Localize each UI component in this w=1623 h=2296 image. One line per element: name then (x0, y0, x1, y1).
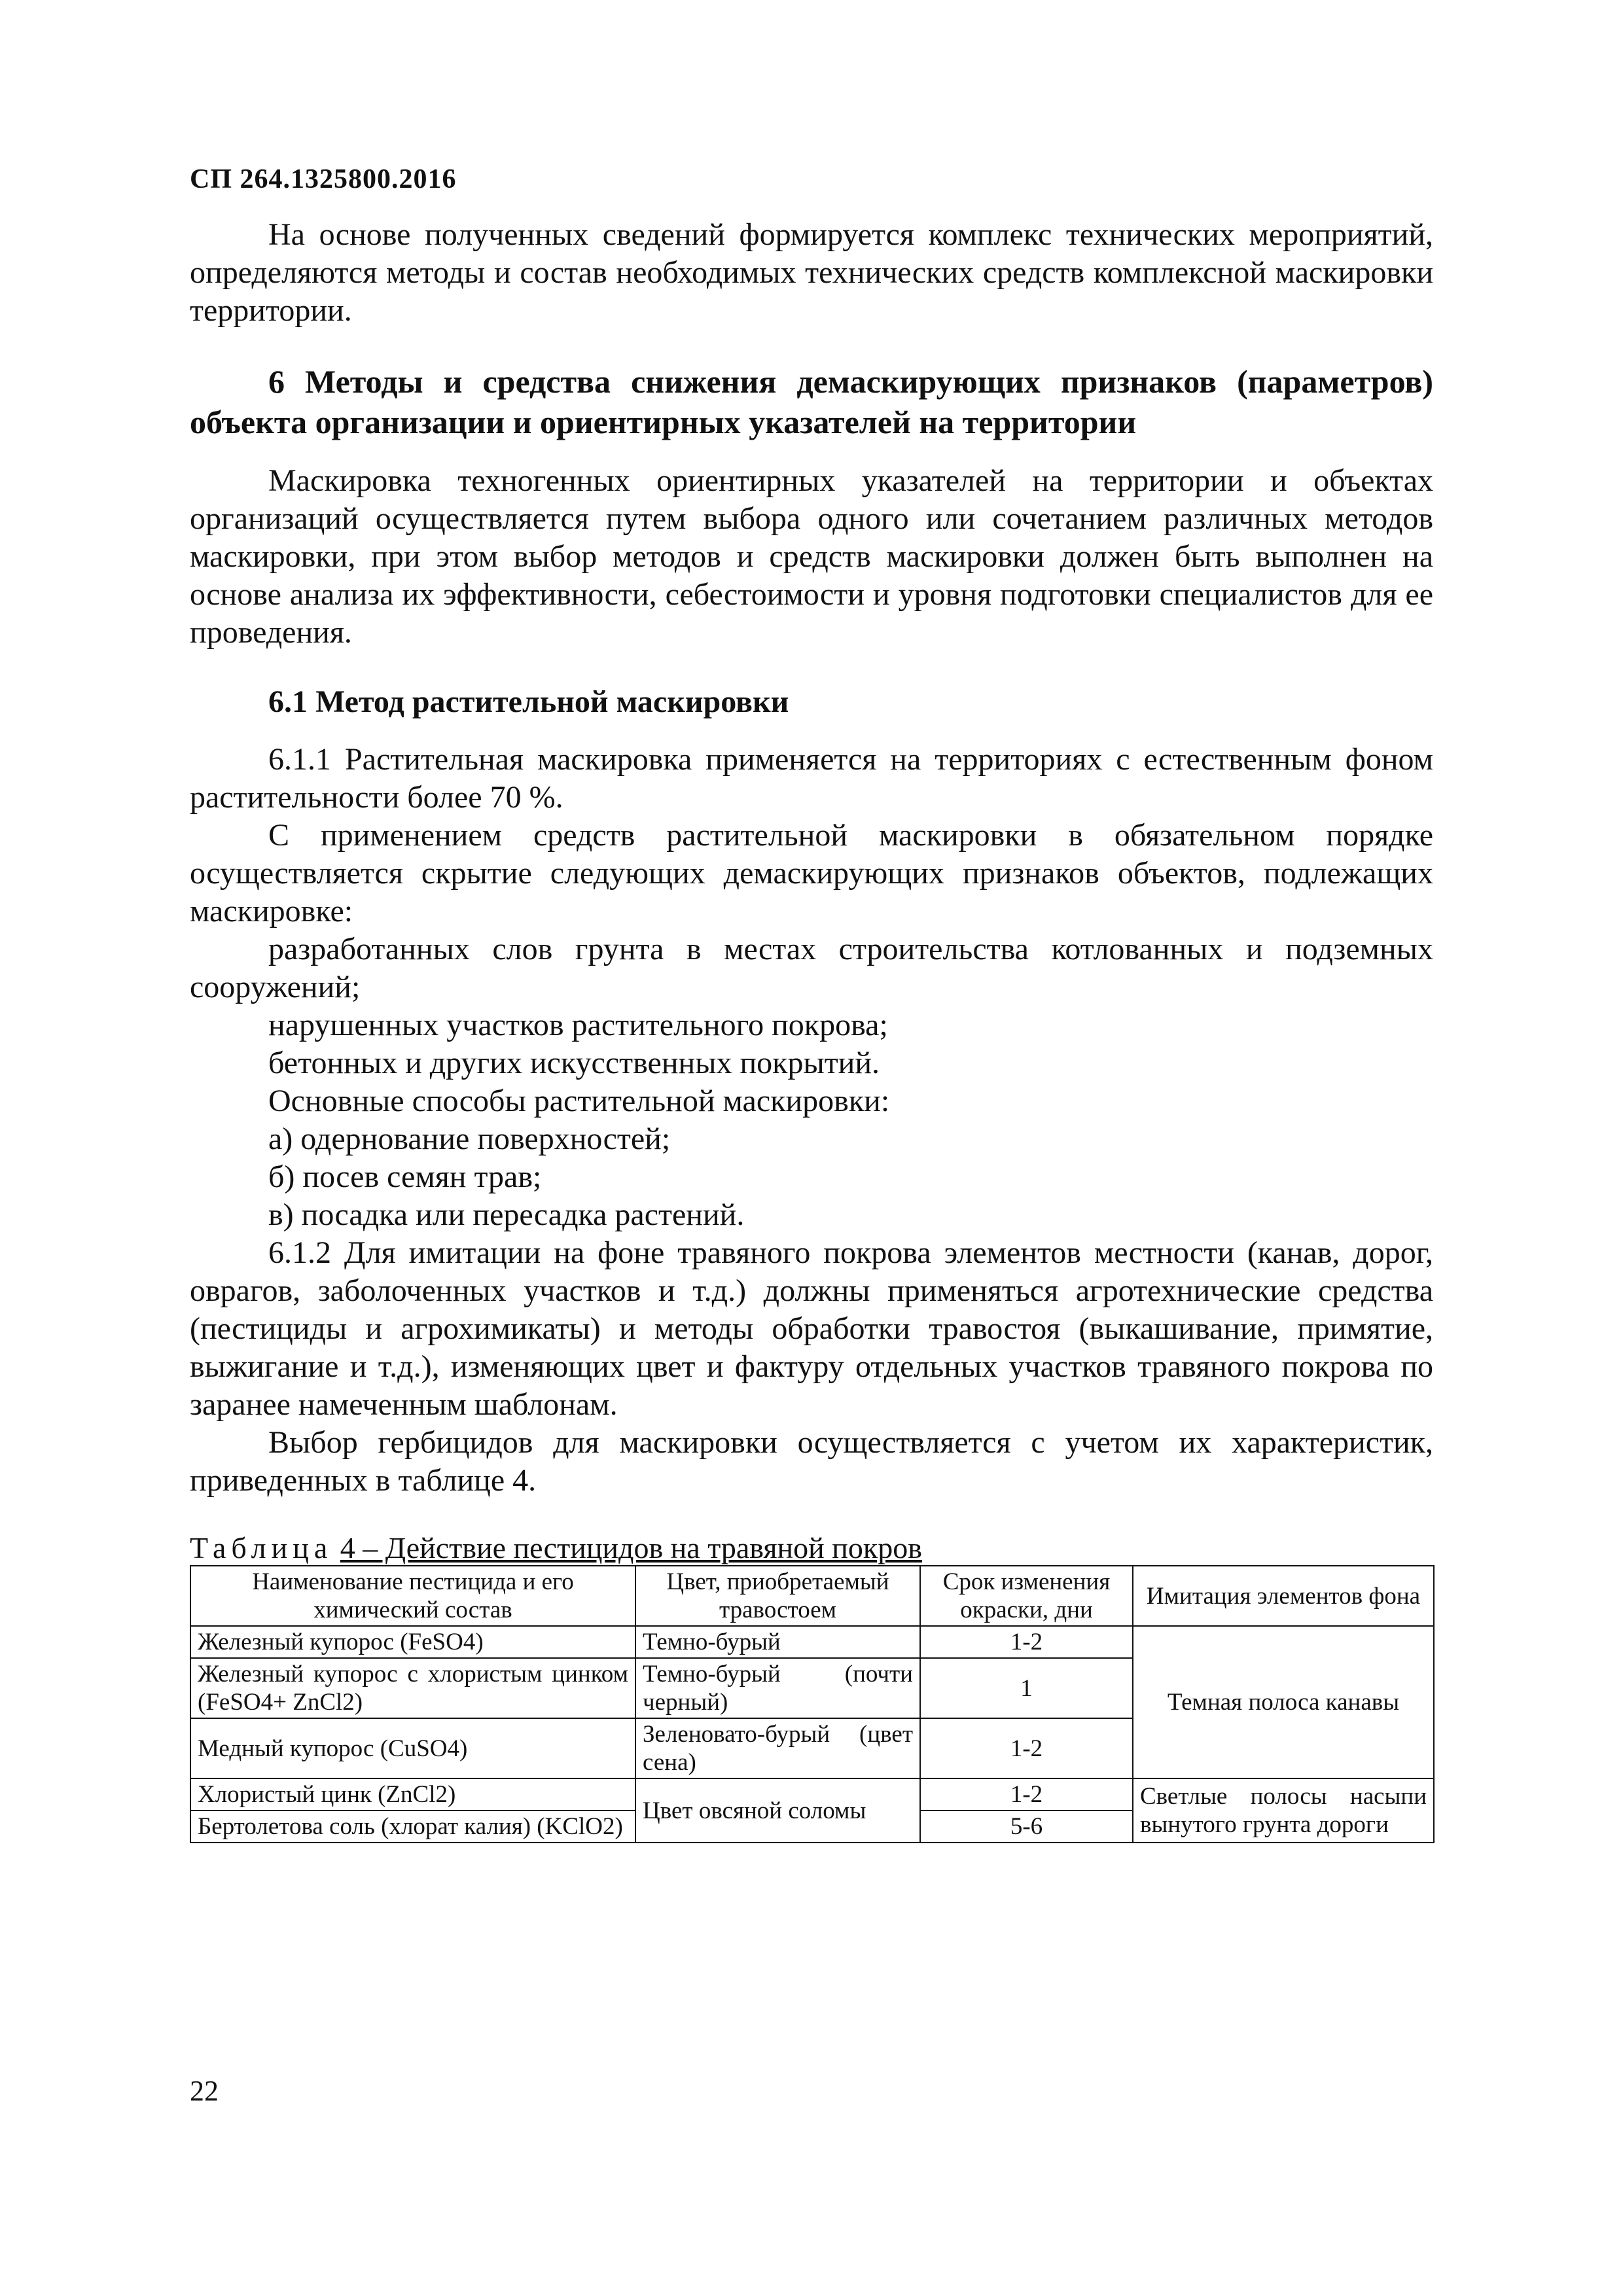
clause-6-1-1-continuation: С применением средств растительной маскировки в обязательном порядке осуществляется скрытие следующих демаскирующих признаков объектов, подлежащих маскировке: (190, 818, 1433, 928)
cell-imitation: Темная полоса канавы (1133, 1626, 1434, 1778)
document-code: СП 264.1325800.2016 (190, 164, 457, 194)
cell-color: Темно-бурый (почти черный) (635, 1658, 920, 1718)
table-header-row (190, 1566, 1434, 1626)
header-imitation: Имитация элементов фона (1133, 1566, 1434, 1626)
clause-6-1-2: 6.1.2 Для имитации на фоне травяного покрова элементов местности (канав, дорог, оврагов, заболоченных участков и т.д.) должны применяться агротехнические средства (пестициды и агрохимикаты) и методы обработки травостоя (выкашивание, примятие, выжигание и т.д.), изменяющих цвет и фактуру отдельных участков травяного покрова по заранее намеченным шаблонам. (190, 1235, 1433, 1422)
list-item: разработанных слов грунта в местах строительства котлованных и подземных сооружений; (190, 932, 1433, 1004)
cell-name: Хлористый цинк (ZnCl2) (190, 1778, 635, 1810)
cell-name: Железный купорос с хлористым цинком (FeSO4+ ZnCl2) (190, 1658, 635, 1718)
cell-term: 1-2 (920, 1718, 1133, 1778)
intro-paragraph: На основе полученных сведений формируется комплекс технических мероприятий, определяются методы и состав необходимых технических средств комплексной маскировки территории. (190, 217, 1433, 328)
table-caption-text: 4 – Действие пестицидов на травяной покров (340, 1531, 922, 1564)
header-color: Цвет, приобретаемый травостоем (635, 1566, 920, 1626)
list-item: бетонных и других искусственных покрытий. (268, 1046, 880, 1080)
cell-color: Зеленовато-бурый (цвет сена) (635, 1718, 920, 1778)
cell-term: 1-2 (920, 1778, 1133, 1810)
methods-intro: Основные способы растительной маскировки: (268, 1084, 890, 1118)
cell-color: Цвет овсяной соломы (635, 1778, 920, 1843)
cell-imitation: Светлые полосы насыпи вынутого грунта дороги (1133, 1778, 1434, 1843)
section-6-1-title: 6.1 Метод растительной маскировки (268, 684, 789, 719)
page-number: 22 (190, 2075, 219, 2107)
table-row (190, 1778, 1434, 1810)
header-name: Наименование пестицида и его химический состав (190, 1566, 635, 1626)
cell-name: Железный купорос (FeSO4) (190, 1626, 635, 1658)
cell-term: 1 (920, 1658, 1133, 1718)
cell-term: 1-2 (920, 1626, 1133, 1658)
clause-6-1-1: 6.1.1 Растительная маскировка применяется на территориях с естественным фоном растительности более 70 %. (190, 742, 1433, 815)
table-caption-label: Таблица (190, 1531, 333, 1564)
section-6-paragraph: Маскировка техногенных ориентирных указателей на территории и объектах организаций осуществляется путем выбора одного или сочетанием различных методов маскировки, при этом выбор методов и средств маскировки должен быть выполнен на основе анализа их эффективности, себестоимости и уровня подготовки специалистов для ее проведения. (190, 463, 1433, 650)
header-term: Срок изменения окраски, дни (920, 1566, 1133, 1626)
method-item: б) посев семян трав; (268, 1159, 542, 1194)
pesticide-table (190, 1565, 1435, 1843)
table-caption (190, 1531, 1433, 1565)
cell-term: 5-6 (920, 1810, 1133, 1843)
page-body (190, 216, 1433, 1843)
cell-color: Темно-бурый (635, 1626, 920, 1658)
list-item: нарушенных участков растительного покрова; (268, 1008, 888, 1042)
cell-name: Медный купорос (CuSO4) (190, 1718, 635, 1778)
herbicide-selection-paragraph: Выбор гербицидов для маскировки осуществляется с учетом их характеристик, приведенных в таблице 4. (190, 1425, 1433, 1498)
section-6-title: 6 Методы и средства снижения демаскирующих признаков (параметров) объекта организации и ориентирных указателей на территории (190, 363, 1433, 440)
method-item: а) одернование поверхностей; (268, 1122, 671, 1156)
table-row (190, 1626, 1434, 1658)
cell-name: Бертолетова соль (хлорат калия) (KClO2) (190, 1810, 635, 1843)
method-item: в) посадка или пересадка растений. (268, 1197, 745, 1232)
